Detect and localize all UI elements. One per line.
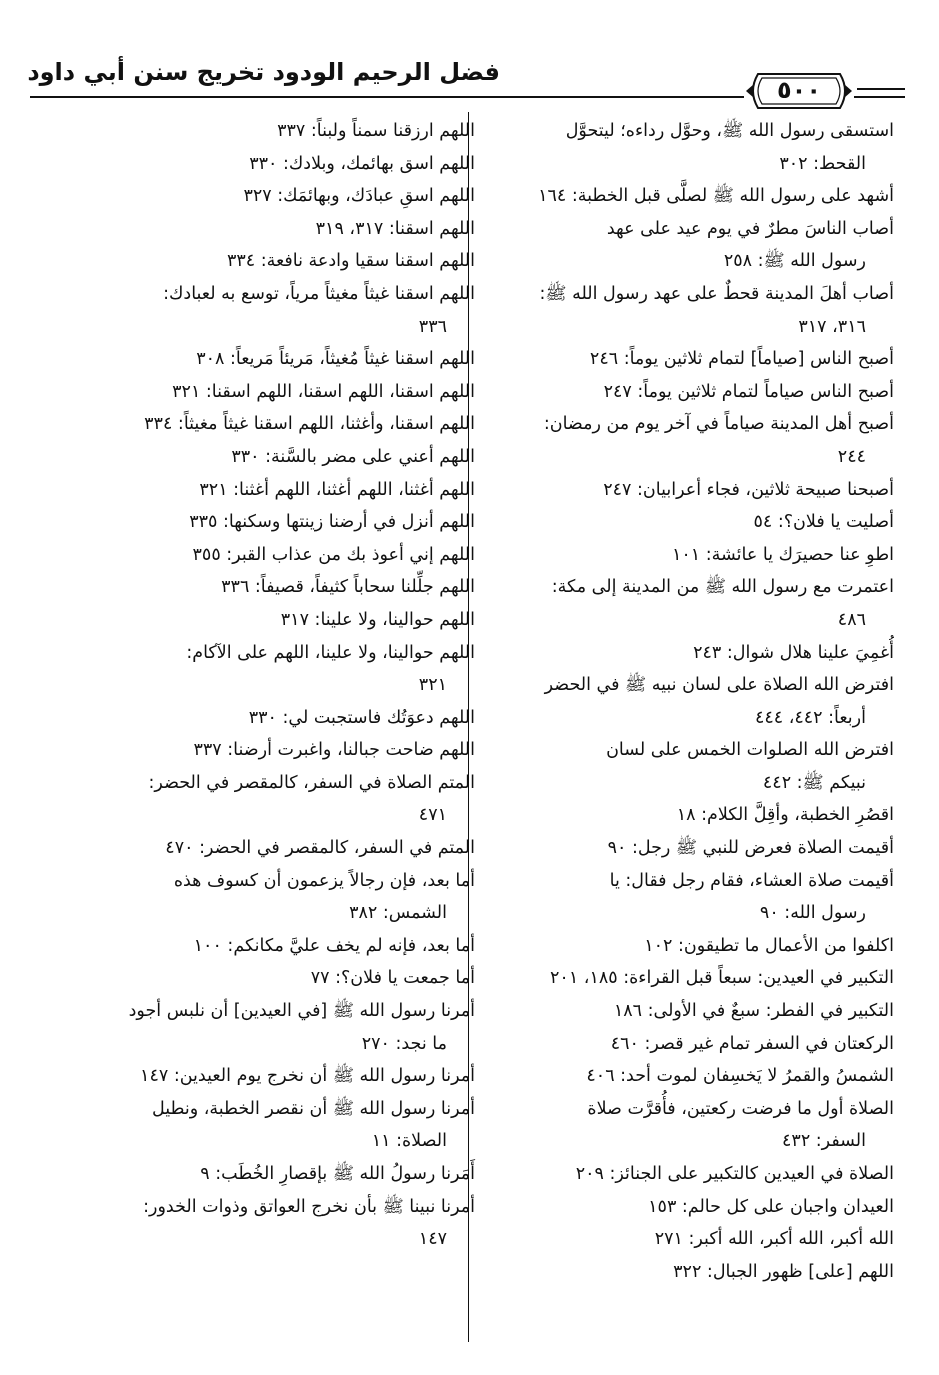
- entry-continuation: أربعاً: ٤٤٢، ٤٤٤: [754, 707, 866, 728]
- index-entry: [75, 180, 475, 213]
- entry-continuation: ٣٣٦: [418, 316, 447, 337]
- index-entry: [494, 734, 894, 799]
- index-entry: [75, 376, 475, 409]
- entry-text: الله أكبر، الله أكبر، الله أكبر: ٢٧١: [654, 1229, 894, 1250]
- index-entry: [75, 245, 475, 278]
- entry-continuation: نبيكم ﷺ: ٤٤٢: [762, 772, 866, 793]
- index-entry: [75, 506, 475, 539]
- entry-text: العيدان واجبان على كل حالم: ١٥٣: [648, 1196, 894, 1217]
- entry-continuation: ٢٤٤: [837, 446, 866, 467]
- entry-text: أصليت يا فلان؟: ٥٤: [753, 512, 894, 533]
- entry-text: الصلاة في العيدين كالتكبير على الجنائز: ٢٠٩: [575, 1164, 894, 1184]
- entry-text: اللهم أعني على مضر بالسَّنة: ٣٣٠: [231, 446, 475, 467]
- index-entry: [75, 1093, 475, 1158]
- index-entry: [494, 962, 894, 995]
- entry-text: التكبير في الفطر: سبعٌ في الأولى: ١٨٦: [613, 1001, 894, 1022]
- index-entry: [494, 343, 894, 376]
- index-entry: [75, 571, 475, 604]
- entry-text: اعتمرت مع رسول الله ﷺ من المدينة إلى مكة:: [551, 577, 894, 598]
- index-entry: [494, 474, 894, 507]
- entry-continuation: القحط: ٣٠٢: [779, 153, 866, 174]
- index-entry: [75, 865, 475, 930]
- entry-text: اللهم ضاحت جبالنا، واغبرت أرضنا: ٣٣٧: [193, 740, 475, 761]
- entry-continuation: ١٤٧: [418, 1229, 447, 1250]
- entry-text: أمرنا رسول الله ﷺ أن نقصر الخطبة، ونطيل: [151, 1098, 475, 1119]
- index-entry: [75, 832, 475, 865]
- index-entry: [494, 1191, 894, 1224]
- index-entry: [494, 799, 894, 832]
- entry-text: اقصُرِ الخطبة، وأقِلَّ الكلام: ١٨: [676, 805, 894, 826]
- entry-text: اللهم اسقنا غيثاً مغيثاً مرياً، توسع به لعبادك:: [163, 283, 475, 304]
- index-entry: [75, 278, 475, 343]
- page-header: [27, 52, 905, 104]
- entry-text: الركعتان في السفر تمام غير قصر: ٤٦٠: [610, 1033, 894, 1054]
- entry-text: اللهم [على] ظهور الجبال: ٣٢٢: [673, 1261, 894, 1282]
- index-entry: [75, 1191, 475, 1256]
- entry-text: اللهم اسق بهائمك، وبلادك: ٣٣٠: [249, 153, 475, 174]
- index-entry: [494, 865, 894, 930]
- entry-text: اللهم اسقنا سقيا وادعة نافعة: ٣٣٤: [226, 251, 475, 272]
- index-entry: [75, 1060, 475, 1093]
- entry-text: افترض الله الصلاة على لسان نبيه ﷺ في الحضر: [544, 675, 894, 696]
- index-entry: [494, 1256, 894, 1289]
- page-number: ٥٠٠: [777, 76, 821, 104]
- index-entry: [494, 637, 894, 670]
- entry-continuation: ما نجد: ٢٧٠: [361, 1033, 447, 1054]
- entry-text: اللهم أنزل في أرضنا زينتها وسكنها: ٣٣٥: [189, 512, 475, 533]
- entry-text: اللهم اسقِ عبادَك، وبهائمَك: ٣٢٧: [243, 186, 475, 207]
- entry-text: أمرنا رسول الله ﷺ [في العيدين] أن نلبس أجود: [128, 1001, 475, 1022]
- entry-text: التكبير في العيدين: سبعاً قبل القراءة: ١٨٥، ٢٠١: [550, 968, 894, 989]
- entry-text: المتم في السفر، كالمقصر في الحضر: ٤٧٠: [165, 838, 475, 859]
- entry-text: اللهم اسقنا، اللهم اسقنا، اللهم اسقنا: ٣٢١: [172, 381, 475, 402]
- index-entry: [75, 930, 475, 963]
- entry-text: أُغمِيَ علينا هلال شوال: ٢٤٣: [693, 642, 894, 663]
- entry-continuation: السفر: ٤٣٢: [782, 1131, 866, 1152]
- entry-continuation: ٤٧١: [418, 805, 447, 826]
- index-entry: [75, 995, 475, 1060]
- entry-text: أقيمت صلاة العشاء، فقام رجل فقال: يا: [609, 870, 894, 891]
- index-entry: [75, 343, 475, 376]
- index-entry: [494, 571, 894, 636]
- index-column-left: [75, 115, 475, 1256]
- index-entry: [494, 1060, 894, 1093]
- entry-text: أمرنا نبينا ﷺ بأن نخرج العواتق وذوات الخدور:: [143, 1196, 475, 1217]
- header-rule-right: [857, 88, 905, 90]
- index-entry: [494, 115, 894, 180]
- index-entry: [494, 213, 894, 278]
- index-entry: [494, 930, 894, 963]
- entry-text: المتم الصلاة في السفر، كالمقصر في الحضر:: [148, 772, 475, 793]
- index-entry: [75, 604, 475, 637]
- entry-text: اللهم حوالينا، ولا علينا: ٣١٧: [280, 609, 475, 630]
- index-entry: [494, 408, 894, 473]
- index-entry: [75, 734, 475, 767]
- entry-continuation: ٣٢١: [418, 675, 447, 696]
- entry-continuation: الشمس: ٣٨٢: [349, 903, 447, 924]
- entry-text: أما بعد، فإن رجالاً يزعمون أن كسوف هذه: [173, 870, 475, 891]
- index-entry: [75, 539, 475, 572]
- entry-continuation: رسول الله ﷺ: ٢٥٨: [723, 251, 866, 272]
- index-entry: [75, 148, 475, 181]
- entry-text: أما بعد، فإنه لم يخف عليَّ مكانكم: ١٠٠: [193, 935, 475, 956]
- index-entry: [75, 115, 475, 148]
- index-entry: [75, 767, 475, 832]
- index-entry: [494, 1093, 894, 1158]
- entry-text: اللهم أغثنا، اللهم أغثنا، اللهم أغثنا: ٣٢١: [199, 479, 475, 500]
- entry-text: اطوِ عنا حصيرَك يا عائشة: ١٠١: [672, 544, 894, 565]
- entry-text: اكلفوا من الأعمال ما تطيقون: ١٠٢: [644, 935, 894, 956]
- entry-text: أمرنا رسول الله ﷺ أن نخرج يوم العيدين: ١٤٧: [140, 1066, 475, 1087]
- entry-text: أصاب أهلَ المدينة قحطٌ على عهد رسول الله ﷺ:: [539, 283, 894, 304]
- index-entry: [75, 702, 475, 735]
- index-entry: [494, 669, 894, 734]
- entry-text: أما جمعت يا فلان؟: ٧٧: [310, 968, 475, 989]
- index-entry: [75, 441, 475, 474]
- index-entry: [75, 474, 475, 507]
- entry-text: الصلاة أول ما فرضت ركعتين، فأُقرَّت صلاة: [587, 1098, 894, 1119]
- entry-text: أَمَرنا رسولُ الله ﷺ بإقصارِ الخُطَب: ٩: [200, 1164, 475, 1184]
- running-title: فضل الرحيم الودود تخريج سنن أبي داود: [27, 58, 500, 86]
- index-entry: [494, 995, 894, 1028]
- index-entry: [494, 832, 894, 865]
- entry-text: أصبح أهل المدينة صياماً في آخر يوم من رمضان:: [543, 414, 894, 435]
- index-entry: [75, 213, 475, 246]
- entry-text: اللهم جلِّلنا سحاباً كثيفاً، قصيفاً: ٣٣٦: [221, 577, 475, 598]
- index-entry: [75, 962, 475, 995]
- entry-text: اللهم اسقنا غيثاً مُغيثاً، مَريئاً مَريعاً: ٣٠٨: [196, 349, 475, 370]
- entry-text: أقيمت الصلاة فعرض للنبي ﷺ رجل: ٩٠: [607, 838, 894, 859]
- entry-text: أصبح الناس صياماً لتمام ثلاثين يوماً: ٢٤٧: [603, 381, 894, 402]
- entry-continuation: ٣١٦، ٣١٧: [798, 316, 866, 337]
- entry-continuation: ٤٨٦: [837, 609, 866, 630]
- entry-text: اللهم اسقنا، وأغثنا، اللهم اسقنا غيثاً مغيثاً: ٣٣٤: [144, 414, 475, 435]
- entry-text: افترض الله الصلوات الخمس على لسان: [606, 740, 894, 761]
- page-number-ornament: [744, 70, 854, 112]
- entry-text: اللهم إني أعوذ بك من عذاب القبر: ٣٥٥: [192, 544, 475, 565]
- entry-continuation: الصلاة: ١١: [371, 1131, 447, 1152]
- index-entry: [75, 408, 475, 441]
- entry-text: اللهم ارزقنا سمناً ولبناً: ٣٣٧: [277, 121, 475, 141]
- entry-text: أشهد على رسول الله ﷺ لصلَّى قبل الخطبة: ١٦٤: [538, 186, 894, 207]
- entry-text: أصبحنا صبيحة ثلاثين، فجاء أعرابيان: ٢٤٧: [603, 479, 894, 500]
- entry-continuation: رسول الله: ٩٠: [759, 903, 866, 924]
- index-entry: [75, 637, 475, 702]
- index-entry: [494, 1223, 894, 1256]
- entry-text: اللهم حوالينا، ولا علينا، اللهم على الآكام:: [186, 642, 475, 663]
- entry-text: استسقى رسول الله ﷺ، وحوَّل رداءه؛ ليتحوَّل: [565, 121, 894, 141]
- entry-text: أصاب الناسَ مطرٌ في يوم عيد على عهد: [606, 218, 894, 239]
- index-entry: [494, 539, 894, 572]
- index-entry: [494, 376, 894, 409]
- entry-text: الشمسُ والقمرُ لا يَخسِفان لموت أحد: ٤٠٦: [586, 1066, 894, 1087]
- index-entry: [494, 278, 894, 343]
- entry-text: اللهم دعوَتُك فاستجبت لي: ٣٣٠: [248, 707, 475, 728]
- index-column-right: [494, 115, 894, 1288]
- index-entry: [494, 1028, 894, 1061]
- index-entry: [75, 1158, 475, 1191]
- entry-text: أصبح الناس [صياماً] لتمام ثلاثين يوماً: ٢٤٦: [589, 349, 894, 370]
- entry-text: اللهم اسقنا: ٣١٧، ٣١٩: [315, 218, 475, 239]
- index-entry: [494, 180, 894, 213]
- index-entry: [494, 1158, 894, 1191]
- index-entry: [494, 506, 894, 539]
